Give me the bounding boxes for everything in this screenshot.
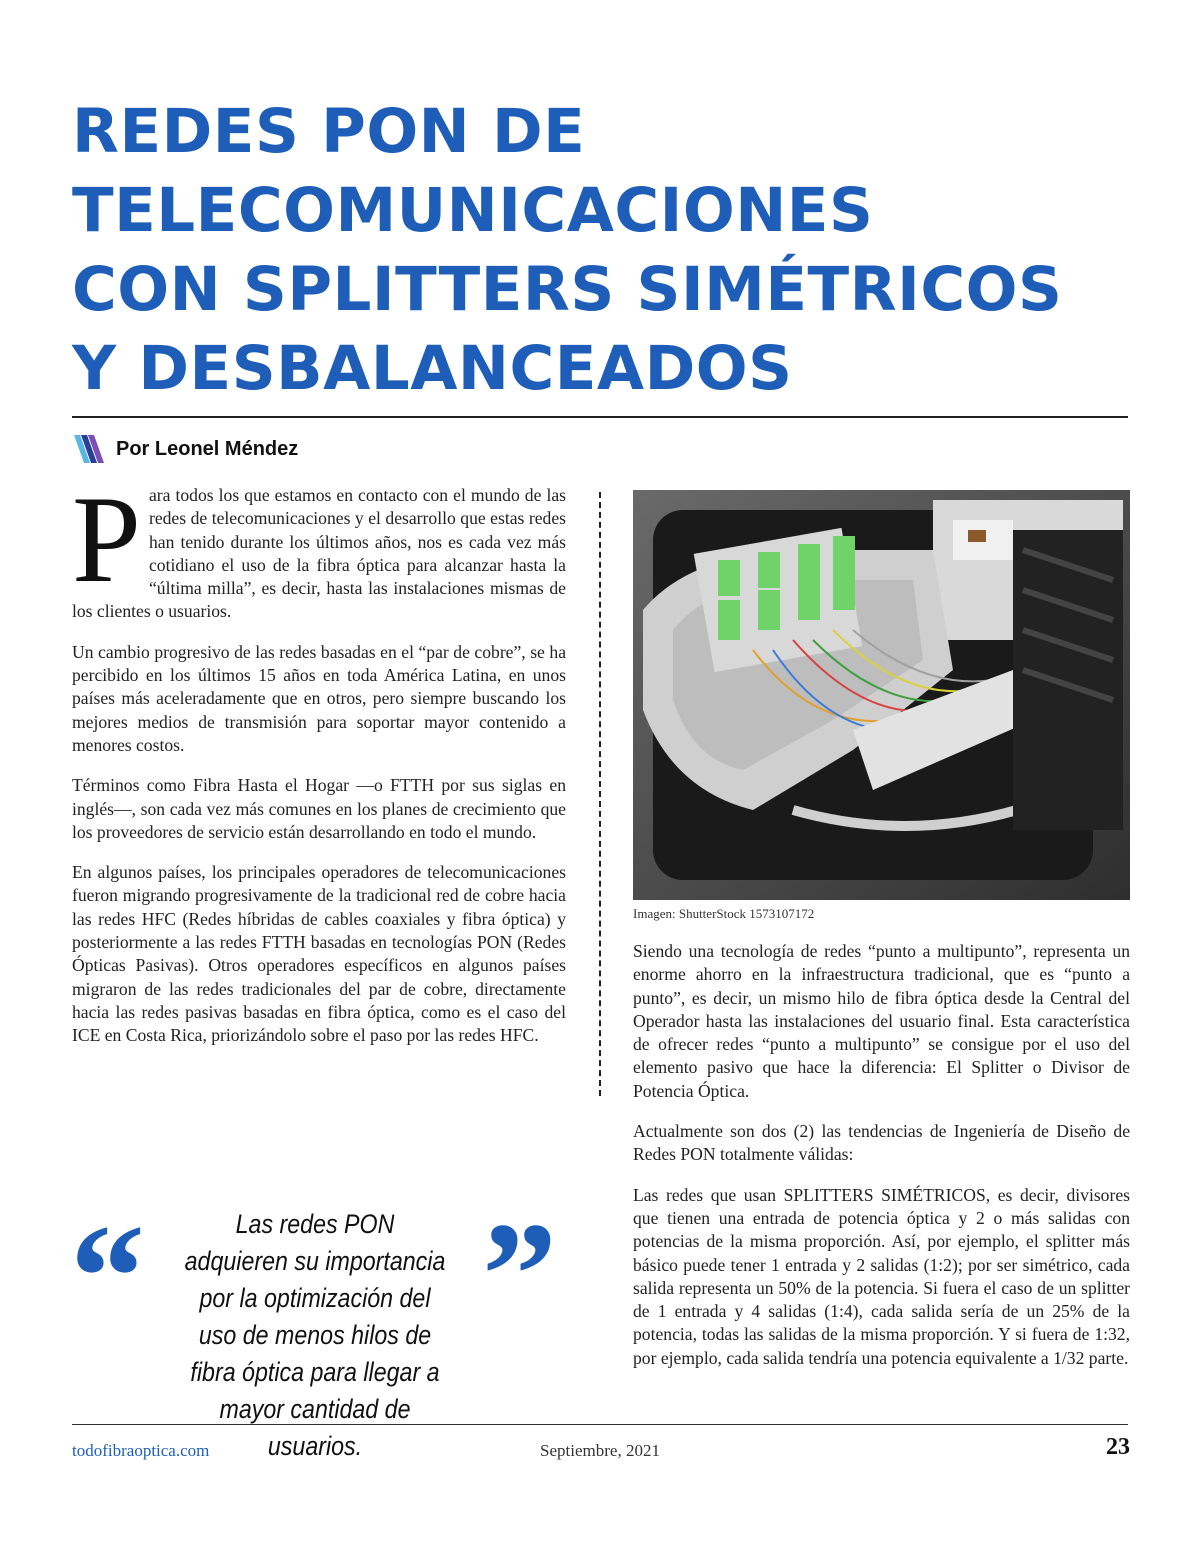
title-line: REDES PON DE <box>72 96 586 167</box>
paragraph-text: ara todos los que estamos en contacto con el mundo de las redes de telecomunicaciones y el desarrollo que estas redes han tenido durante los últimos años, nos es cada vez más cotidiano el uso de la fibra óptica para alcanzar hasta la “última milla”, es decir, hasta las instalaciones mismas de los clientes o usuarios. <box>72 485 566 622</box>
paragraph: Términos como Fibra Hasta el Hogar —o FTTH por sus siglas en inglés—, son cada vez más comunes en los planes de crecimiento que los proveedores de servicio están desarrollando en todo el mundo. <box>72 775 566 842</box>
byline <box>72 432 298 466</box>
paragraph: Las redes que usan SPLITTERS SIMÉTRICOS, es decir, divisores que tienen una entrada de potencia óptica y 2 o más salidas con potencias de la misma proporción. Así, por ejemplo, el splitter más básico puede tener 1 entrada y 2 salidas (1:2); por ser simétrico, cada salida representa un 50% de la potencia. Si fuera el caso de un splitter de 1 entrada y 4 salidas (1:4), cada salida sería de un 25% de la potencia, todas las salidas de la misma proporción. Y si fuera de 1:32, por ejemplo, cada salida tendría una potencia equivalente a 1/32 parte. <box>633 1184 1130 1368</box>
paragraph: Actualmente son dos (2) las tendencias de Ingeniería de Diseño de Redes PON totalmente válidas: <box>633 1121 1130 1165</box>
title-line: TELECOMUNICACIONES <box>72 175 874 246</box>
pull-quote-text: Las redes PON adquieren su importancia por la optimización del uso de menos hilos de fibra óptica para llegar a mayor cantidad de usuarios. <box>184 1209 446 1461</box>
title-line: Y DESBALANCEADOS <box>72 333 793 404</box>
page-number: 23 <box>1106 1434 1130 1460</box>
drop-cap: P <box>72 471 141 608</box>
paragraph: En algunos países, los principales operadores de telecomunicaciones fueron migrando progresivamente de la tradicional red de cobre hacia las redes HFC (Redes híbridas de cables coaxiales y fibra óptica) y posteriormente a las redes FTTH basadas en tecnologías PON (Redes Ópticas Pasivas). Otros operadores específicos en algunos países migraron de las redes tradicionales del par de cobre, directamente hacia las redes pasivas basadas en fibra óptica, como es el caso del ICE en Costa Rica, priorizándolo sobre el paso por las redes HFC. <box>72 862 566 1046</box>
intro-paragraph <box>72 471 566 624</box>
left-column <box>72 471 566 1065</box>
right-column <box>633 490 1130 1387</box>
image-caption: Imagen: ShutterStock 1573107172 <box>633 906 815 921</box>
author-stripes-icon <box>72 432 106 466</box>
open-quote-icon: “ <box>70 1194 145 1360</box>
footer-date: Septiembre, 2021 <box>540 1441 660 1460</box>
close-quote-icon: ” <box>482 1192 557 1358</box>
paragraph: Siendo una tecnología de redes “punto a multipunto”, representa un enorme ahorro en la infraestructura tradicional, que es “punto a punto”, es decir, un mismo hilo de fibra óptica desde la Central del Operador hasta las instalaciones del usuario final. Esta característica de ofrecer redes “punto a multipunto” se consigue por el uso del elemento pasivo que hace la diferencia: El Splitter o Divisor de Potencia Óptica. <box>633 941 1130 1101</box>
paragraph: Un cambio progresivo de las redes basadas en el “par de cobre”, se ha percibido en los últimos 15 años en toda América Latina, en unos países más aceleradamente que en otros, pero siempre buscando los mejores medios de transmisión para soportar mayor contenido a menores costos. <box>72 641 566 755</box>
article-title <box>72 92 1152 408</box>
author-name: Por Leonel Méndez <box>116 437 299 460</box>
column-divider <box>599 492 601 1096</box>
title-line: CON SPLITTERS SIMÉTRICOS <box>72 254 1063 325</box>
title-divider <box>72 416 1128 418</box>
fiber-splitter-box-photo <box>633 490 1130 900</box>
footer-divider <box>72 1424 1128 1425</box>
footer-site-link[interactable]: todofibraoptica.com <box>72 1441 210 1460</box>
